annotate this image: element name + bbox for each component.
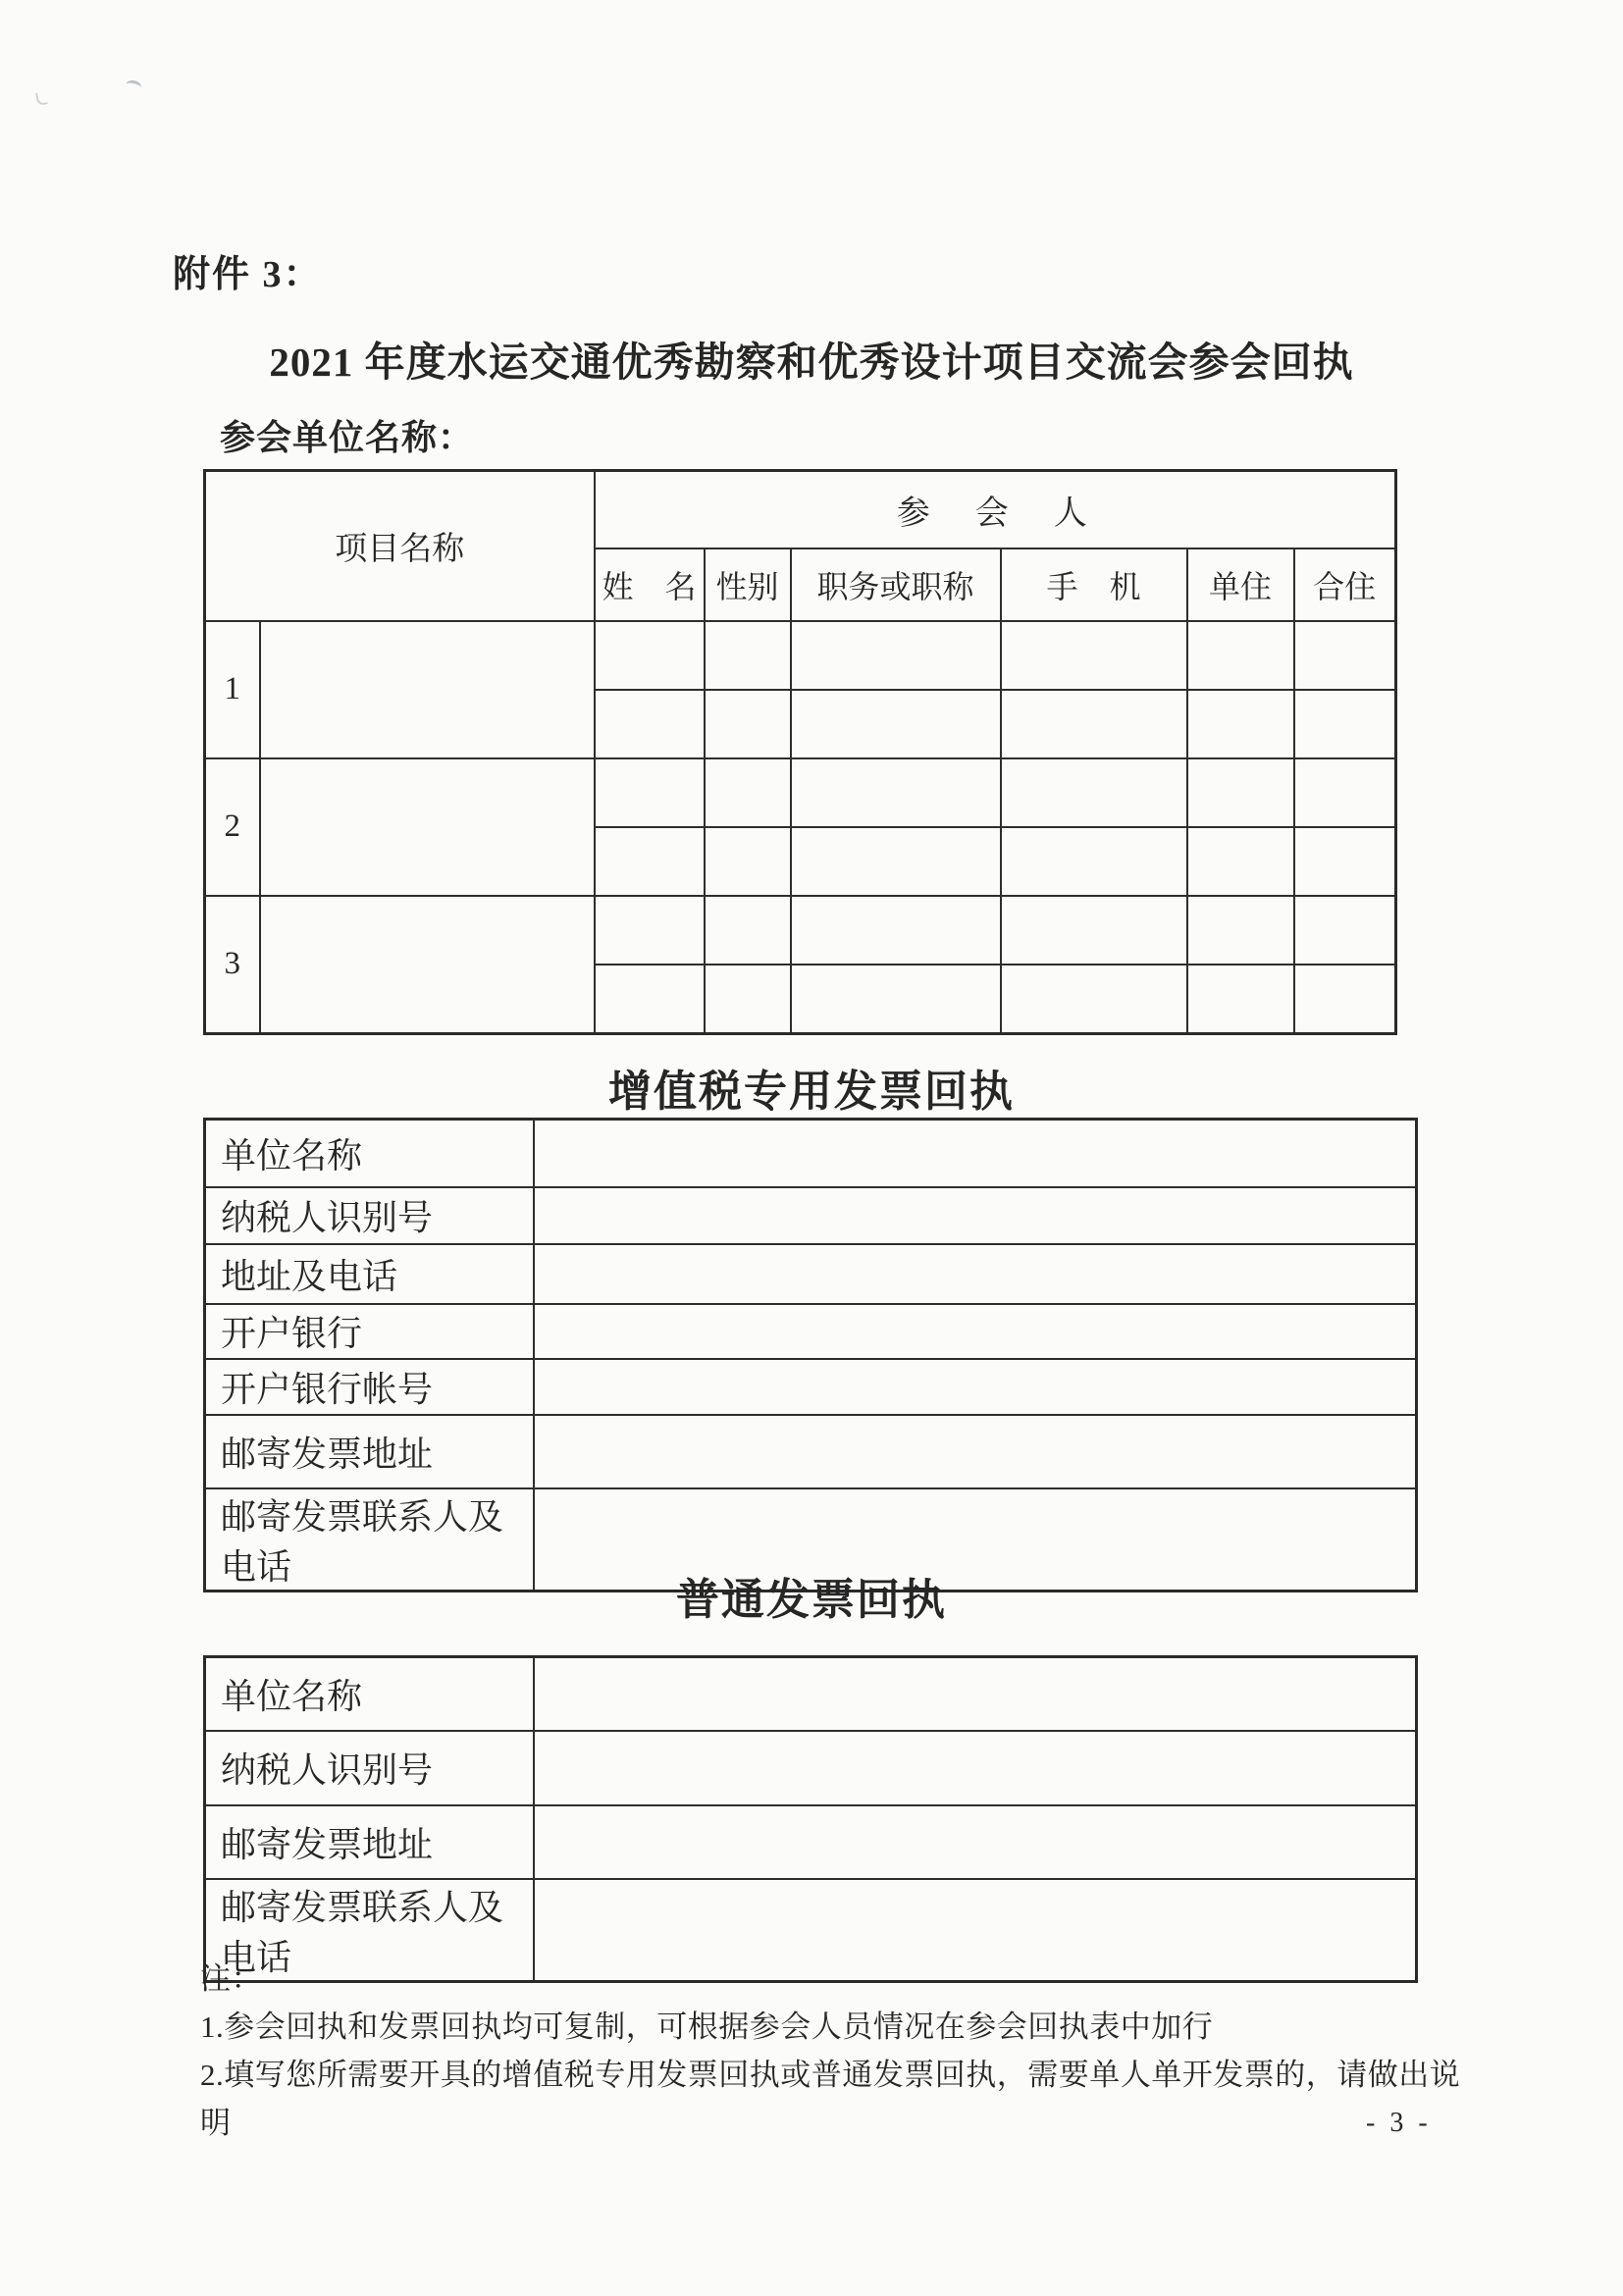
name-cell [595,758,705,827]
ordinary-invoice-table [203,1655,1418,1983]
shared-room-cell [1294,827,1396,896]
document-title: 2021 年度水运交通优秀勘察和优秀设计项目交流会参会回执 [269,339,1354,385]
project-name-cell [260,896,595,1034]
mailing-address-label: 邮寄发票地址 [205,1415,534,1488]
scan-artifact [125,78,142,93]
ordinary-invoice-section-title: 普通发票回执 [676,1576,947,1624]
position-header: 职务或职称 [791,548,1001,621]
single-room-cell [1187,965,1294,1034]
vat-invoice-table [203,1118,1418,1592]
name-cell [595,965,705,1034]
unit-name-cell [534,1657,1417,1731]
mobile-cell [1001,965,1187,1034]
attachment-label: 附件 3： [173,254,323,295]
row-number: 1 [205,621,260,758]
mailing-contact-label: 邮寄发票联系人及电话 [205,1879,534,1982]
mobile-header: 手 机 [1001,548,1187,621]
shared-room-cell [1294,621,1396,690]
single-room-header: 单住 [1187,548,1294,621]
note-item-2: 2.填写您所需要开具的增值税专用发票回执或普通发票回执，需要单人单开发票的，请做出说明 [200,2058,1461,2140]
notes-label: 注： [200,1961,262,1996]
shared-room-cell [1294,690,1396,758]
shared-room-cell [1294,758,1396,827]
single-room-cell [1187,827,1294,896]
project-name-header: 项目名称 [205,471,595,621]
address-phone-label: 地址及电话 [205,1244,534,1304]
name-cell [595,827,705,896]
shared-room-cell [1294,896,1396,965]
gender-cell [705,758,791,827]
note-item-1: 1.参会回执和发票回执均可复制，可根据参会人员情况在参会回执表中加行 [200,2009,1214,2044]
notes-block [200,1955,1466,2147]
page-number: - 3 - [1366,2108,1432,2138]
unit-name-label: 单位名称 [205,1657,534,1731]
taxpayer-id-label: 纳税人识别号 [205,1731,534,1805]
taxpayer-id-cell [534,1731,1417,1805]
vat-invoice-section-title: 增值税专用发票回执 [608,1068,1015,1116]
mailing-address-cell [534,1415,1417,1488]
single-room-cell [1187,896,1294,965]
mobile-cell [1001,896,1187,965]
gender-cell [705,827,791,896]
participants-header: 参 会 人 [595,471,1396,548]
taxpayer-id-label: 纳税人识别号 [205,1187,534,1244]
mailing-address-cell [534,1805,1417,1879]
mobile-cell [1001,827,1187,896]
gender-cell [705,965,791,1034]
position-cell [791,621,1001,690]
row-number: 3 [205,896,260,1034]
bank-cell [534,1304,1417,1359]
gender-cell [705,621,791,690]
unit-name-label: 单位名称 [205,1120,534,1187]
name-cell [595,621,705,690]
shared-room-cell [1294,965,1396,1034]
mobile-cell [1001,690,1187,758]
mailing-contact-label: 邮寄发票联系人及电话 [205,1488,534,1592]
single-room-cell [1187,621,1294,690]
mobile-cell [1001,621,1187,690]
name-header: 姓 名 [595,548,705,621]
single-room-cell [1187,690,1294,758]
bank-label: 开户银行 [205,1304,534,1359]
position-cell [791,965,1001,1034]
gender-cell [705,896,791,965]
row-number: 2 [205,758,260,896]
scan-artifact [35,91,48,105]
gender-cell [705,690,791,758]
unit-name-cell [534,1120,1417,1187]
project-name-cell [260,758,595,896]
name-cell [595,690,705,758]
single-room-cell [1187,758,1294,827]
position-cell [791,690,1001,758]
address-phone-cell [534,1244,1417,1304]
taxpayer-id-cell [534,1187,1417,1244]
shared-room-header: 合住 [1294,548,1396,621]
position-cell [791,827,1001,896]
name-cell [595,896,705,965]
bank-account-label: 开户银行帐号 [205,1359,534,1415]
bank-account-cell [534,1359,1417,1415]
position-cell [791,896,1001,965]
mobile-cell [1001,758,1187,827]
project-name-cell [260,621,595,758]
mailing-address-label: 邮寄发票地址 [205,1805,534,1879]
participating-unit-label: 参会单位名称： [220,418,475,457]
participants-table [203,469,1397,1035]
gender-header: 性别 [705,548,791,621]
position-cell [791,758,1001,827]
